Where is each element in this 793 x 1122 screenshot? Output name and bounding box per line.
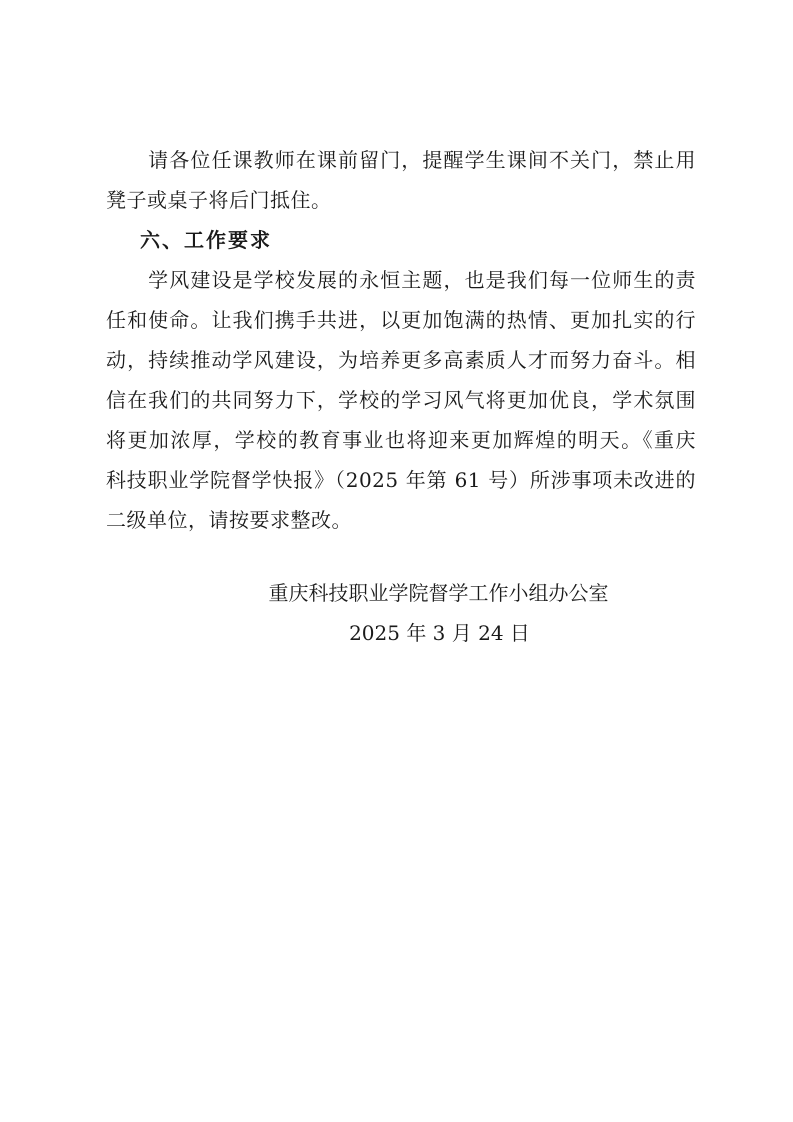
paragraph-line: 二级单位，请按要求整改。 xyxy=(106,508,352,532)
signature-date: 2025 年 3 月 24 日 xyxy=(349,621,530,645)
paragraph-line: 请各位任课教师在课前留门，提醒学生课间不关门，禁止用 xyxy=(106,148,696,172)
paragraph-line: 动，持续推动学风建设，为培养更多高素质人才而努力奋斗。相 xyxy=(106,348,696,372)
paragraph-line: 信在我们的共同努力下，学校的学习风气将更加优良，学术氛围 xyxy=(106,388,696,412)
paragraph-line: 学风建设是学校发展的永恒主题，也是我们每一位师生的责 xyxy=(106,268,696,292)
paragraph-line: 任和使命。让我们携手共进，以更加饱满的热情、更加扎实的行 xyxy=(106,308,696,332)
document-body xyxy=(106,140,696,540)
section-heading: 六、工作要求 xyxy=(140,228,272,252)
signature-organization: 重庆科技职业学院督学工作小组办公室 xyxy=(268,581,609,605)
paragraph-line: 科技职业学院督学快报》（2025 年第 61 号）所涉事项未改进的 xyxy=(106,468,696,492)
paragraph-line: 将更加浓厚，学校的教育事业也将迎来更加辉煌的明天。《重庆 xyxy=(106,428,696,452)
paragraph-line: 凳子或桌子将后门抵住。 xyxy=(106,188,332,212)
